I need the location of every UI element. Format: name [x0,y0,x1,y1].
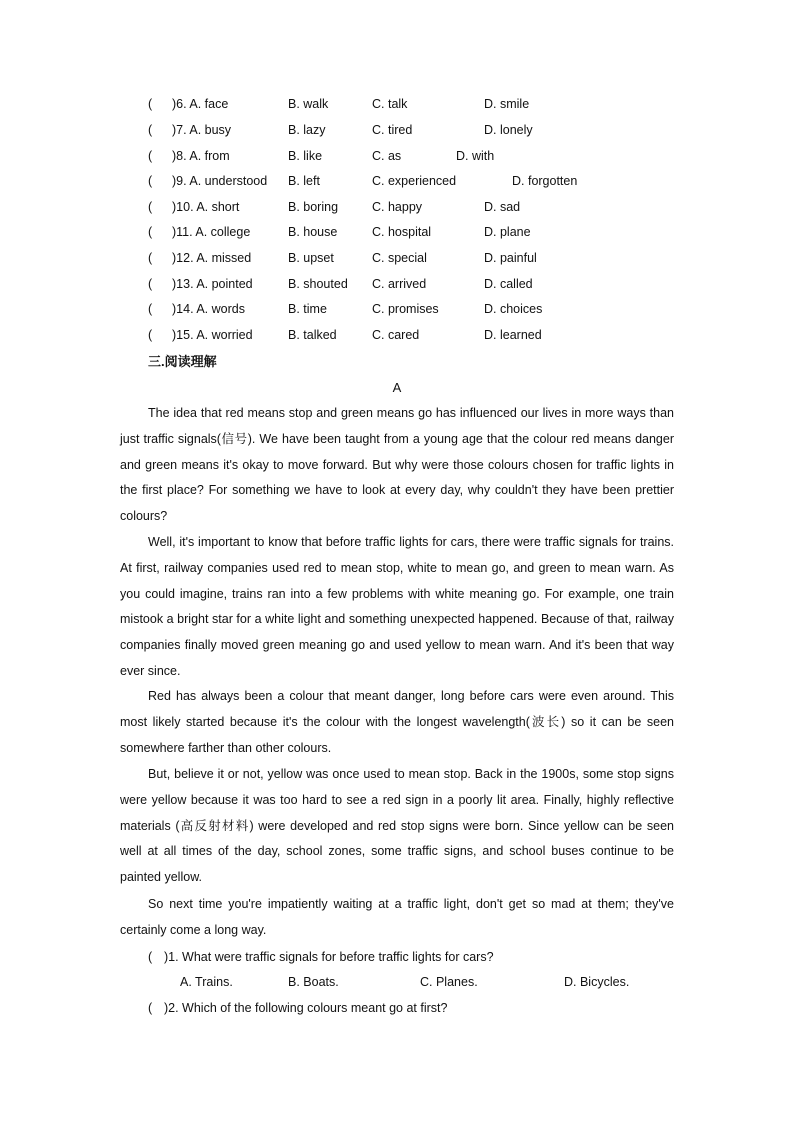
passage-paragraph: Well, it's important to know that before traffic lights for cars, there were traffic signals for trains. At first, railway companies used red to mean stop, white to mean go, and green to mean warn. As you could imagine, trains ran into a few problems with white meaning go. For example, one train mistook a bright star for a white light and something unexpected happened. Because of that, railway companies finally moved green meaning go and used yellow to mean warn. And it's been that way ever since. [120,535,674,678]
option-d: D. called [484,277,533,291]
section-heading: 三.阅读理解 [148,354,217,369]
answer-paren: ( [148,277,153,291]
option-d: D. forgotten [512,174,578,188]
option-a: )10. A. short [172,200,240,214]
passage-title: A [392,380,402,395]
question-text: )2. Which of the following colours meant go at first? [164,1001,448,1015]
option-c: C. Planes. [420,975,478,989]
passage-paragraph: Red has always been a colour that meant danger, long before cars were even around. This most likely started because it's the colour with the longest wavelength(波长) so it can be seen somewhere farther than other colours. [120,689,674,755]
answer-paren: ( [148,328,153,342]
option-a: )7. A. busy [172,123,232,137]
option-d: D. sad [484,200,521,214]
answer-paren: ( [148,251,153,265]
option-d: D. lonely [484,123,533,137]
option-d: D. with [456,149,495,163]
option-a: )9. A. understood [172,174,268,188]
option-b: B. walk [288,97,329,111]
option-b: B. time [288,302,327,316]
answer-paren: ( [148,97,153,111]
option-c: C. arrived [372,277,427,291]
option-c: C. special [372,251,427,265]
option-b: B. shouted [288,277,348,291]
passage-paragraph: So next time you're impatiently waiting at a traffic light, don't get so mad at them; they've certainly come a long way. [120,897,674,937]
option-d: D. Bicycles. [564,975,630,989]
option-d: D. learned [484,328,542,342]
option-b: B. boring [288,200,339,214]
option-a: )15. A. worried [172,328,253,342]
option-b: B. Boats. [288,975,339,989]
option-a: )14. A. words [172,302,245,316]
option-a: )12. A. missed [172,251,252,265]
passage-paragraph: But, believe it or not, yellow was once used to mean stop. Back in the 1900s, some stop signs were yellow because it was too hard to see a red sign in a poorly lit area. Finally, highly reflective materials (高反射材料) were developed and red stop signs were born. Since yellow can be seen well at all times of the day, school zones, some traffic signs, and school buses continue to be painted yellow. [120,767,674,885]
option-b: B. lazy [288,123,326,137]
answer-paren: ( [148,200,153,214]
option-c: C. experienced [372,174,457,188]
option-d: D. plane [484,225,531,239]
option-b: B. left [288,174,320,188]
answer-paren: ( [148,174,153,188]
option-a: )8. A. from [172,149,230,163]
option-a: )13. A. pointed [172,277,253,291]
option-c: C. tired [372,123,413,137]
answer-paren: ( [148,1001,153,1015]
answer-paren: ( [148,225,153,239]
option-c: C. cared [372,328,420,342]
answer-paren: ( [148,123,153,137]
answer-paren: ( [148,302,153,316]
option-c: C. as [372,149,402,163]
option-c: C. talk [372,97,408,111]
answer-paren: ( [148,149,153,163]
option-a: )11. A. college [172,225,251,239]
option-b: B. talked [288,328,337,342]
option-c: C. hospital [372,225,432,239]
option-d: D. painful [484,251,537,265]
option-d: D. choices [484,302,543,316]
option-b: B. like [288,149,323,163]
answer-paren: ( [148,950,153,964]
option-b: B. upset [288,251,334,265]
option-c: C. happy [372,200,423,214]
option-d: D. smile [484,97,530,111]
passage-paragraph: The idea that red means stop and green means go has influenced our lives in more ways than just traffic signals(信号). We have been taught from a young age that the colour red means danger and green means it's okay to move forward. But why were those colours chosen for traffic lights in the first place? For something we have to look at every day, why couldn't they have been prettier colours? [120,406,674,524]
option-a: )6. A. face [172,97,229,111]
question-text: )1. What were traffic signals for before traffic lights for cars? [164,950,494,964]
option-a: A. Trains. [180,975,233,989]
option-c: C. promises [372,302,439,316]
option-b: B. house [288,225,338,239]
